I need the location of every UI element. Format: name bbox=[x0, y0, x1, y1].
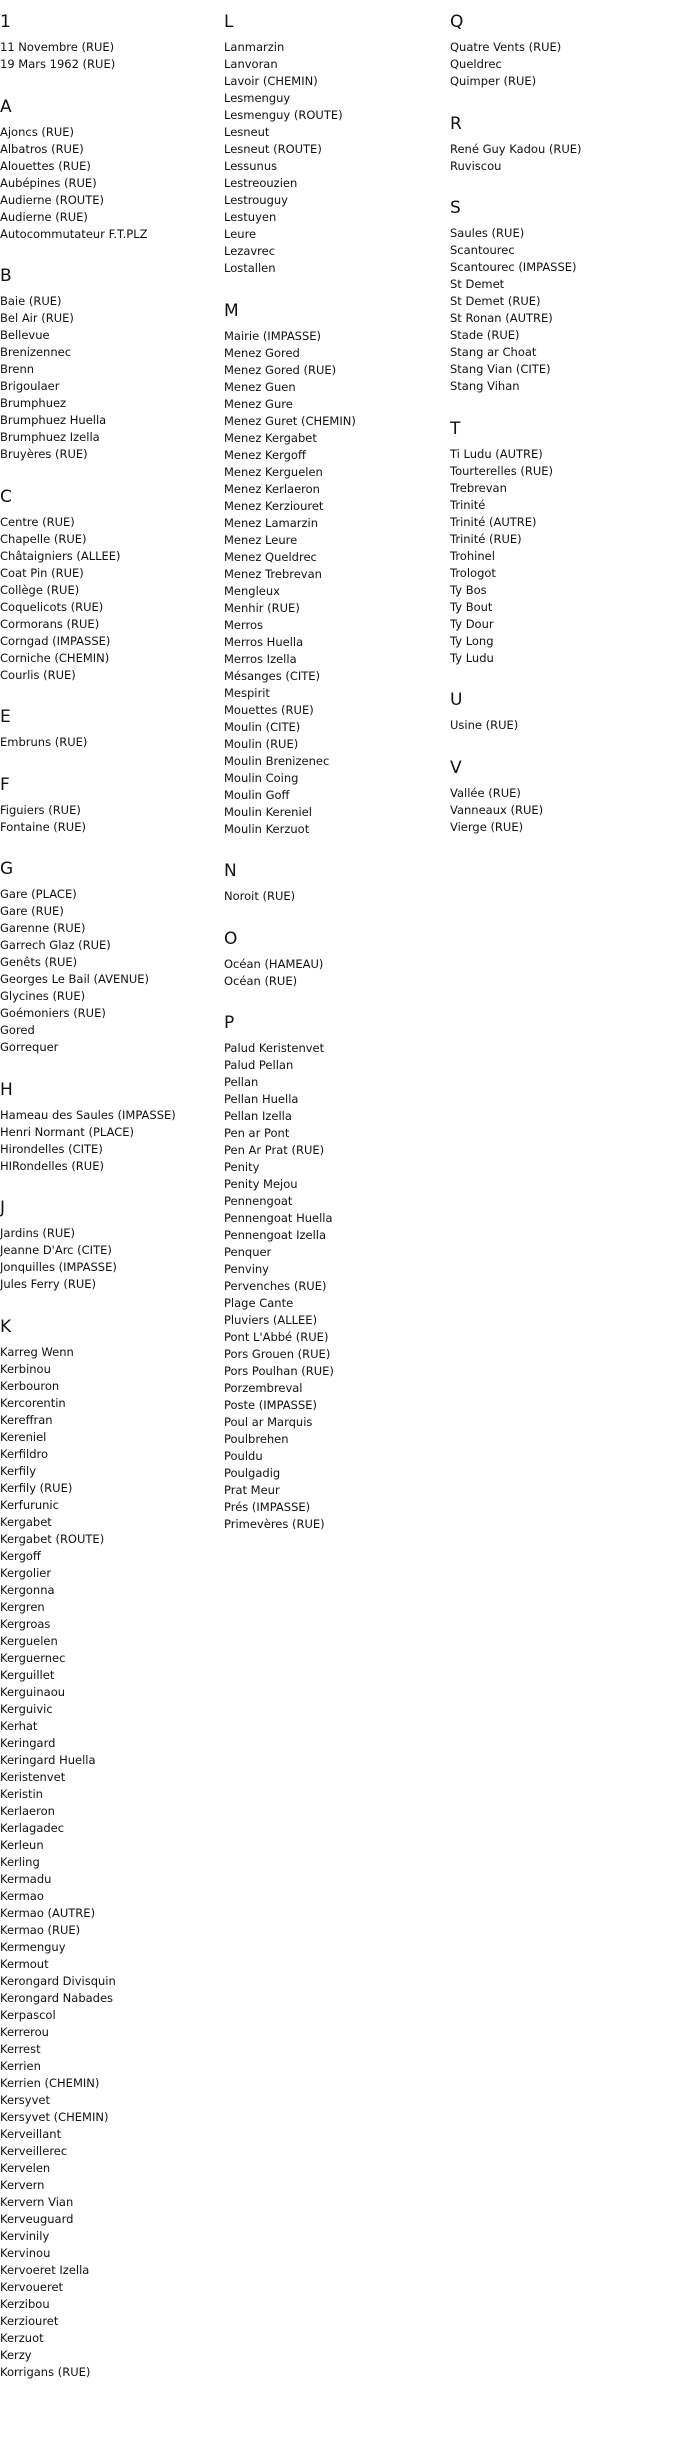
street-name: Cormorans (RUE) bbox=[0, 616, 100, 631]
street-name: Kerbouron bbox=[0, 1378, 60, 1393]
street-name: Trinité bbox=[450, 497, 486, 512]
street-name: Lesneut (ROUTE) bbox=[224, 142, 322, 156]
letter-section bbox=[224, 859, 450, 905]
street-name: Pennengoat Huella bbox=[224, 1211, 333, 1225]
street-name: Poulbrehen bbox=[224, 1432, 289, 1446]
street-name: Menez Lamarzin bbox=[224, 515, 319, 530]
street-name: Hirondelles (CITE) bbox=[0, 1141, 103, 1156]
letter-heading: V bbox=[450, 757, 462, 778]
street-name: Kereniel bbox=[0, 1429, 47, 1444]
street-name: Châtaigniers (ALLEE) bbox=[0, 548, 121, 563]
street-list bbox=[224, 888, 450, 905]
letter-section bbox=[0, 1315, 224, 2381]
street-name: Stang Vihan bbox=[450, 379, 520, 393]
letter-heading: B bbox=[0, 266, 12, 286]
street-name: Kergonna bbox=[0, 1582, 55, 1597]
street-name: Kercorentin bbox=[0, 1395, 66, 1410]
street-name: Coat Pin (RUE) bbox=[0, 565, 84, 580]
letter-heading: S bbox=[450, 198, 461, 218]
street-name: Baie (RUE) bbox=[0, 294, 62, 308]
street-name: Chapelle (RUE) bbox=[0, 531, 87, 546]
street-name: Kermao bbox=[0, 1888, 44, 1903]
street-name: Tourterelles (RUE) bbox=[450, 463, 554, 478]
street-name: Kergoff bbox=[0, 1548, 41, 1563]
street-name: Lestreouzien bbox=[224, 176, 298, 190]
street-name: Kerguillet bbox=[0, 1667, 55, 1682]
street-name: Pennengoat Izella bbox=[224, 1228, 327, 1242]
letter-section bbox=[0, 857, 224, 1056]
street-name: Keringard Huella bbox=[0, 1752, 96, 1767]
street-column-2 bbox=[224, 10, 450, 2402]
street-name: Albatros (RUE) bbox=[0, 141, 84, 156]
street-name: Brumphuez bbox=[0, 396, 67, 410]
street-name: Moulin Coing bbox=[224, 770, 299, 785]
street-name: Karreg Wenn bbox=[0, 1344, 74, 1359]
street-name: Porzembreval bbox=[224, 1381, 303, 1395]
letter-section bbox=[450, 417, 675, 667]
street-name: Kerzy bbox=[0, 2347, 32, 2362]
street-name: Stang Vian (CITE) bbox=[450, 362, 551, 376]
letter-heading: N bbox=[224, 861, 237, 881]
street-name: Kersyvet bbox=[0, 2092, 50, 2107]
street-name: St Demet bbox=[450, 277, 505, 291]
street-name: Pluviers (ALLEE) bbox=[224, 1313, 318, 1327]
street-name: Penquer bbox=[224, 1245, 272, 1259]
street-name: Jardins (RUE) bbox=[0, 1226, 76, 1240]
street-name: Vallée (RUE) bbox=[450, 785, 521, 800]
street-name: Kerguelen bbox=[0, 1633, 58, 1648]
street-name: Garrech Glaz (RUE) bbox=[0, 938, 111, 952]
street-name: Vanneaux (RUE) bbox=[450, 802, 544, 817]
street-name: Prat Meur bbox=[224, 1483, 280, 1497]
street-name: Lezavrec bbox=[224, 244, 276, 258]
street-name: Kervoeret Izella bbox=[0, 2262, 90, 2277]
street-name: Pellan Izella bbox=[224, 1109, 292, 1123]
street-name: Menez Gored bbox=[224, 345, 300, 360]
street-name: Kermenguy bbox=[0, 1939, 66, 1954]
letter-heading: F bbox=[0, 774, 10, 795]
street-name: Moulin (CITE) bbox=[224, 719, 301, 734]
street-name: Mésanges (CITE) bbox=[224, 668, 321, 683]
street-name: Kerzibou bbox=[0, 2296, 50, 2311]
street-name: Kervern bbox=[0, 2177, 45, 2192]
street-name: Gorrequer bbox=[0, 1040, 59, 1054]
street-list bbox=[450, 717, 675, 734]
street-name: Alouettes (RUE) bbox=[0, 158, 91, 173]
street-name: Lesmenguy bbox=[224, 91, 291, 105]
letter-heading: M bbox=[224, 300, 239, 321]
letter-heading: K bbox=[0, 1316, 12, 1337]
street-name: Pennengoat bbox=[224, 1194, 293, 1208]
letter-heading: J bbox=[0, 1198, 6, 1218]
street-name: Kerveuguard bbox=[0, 2211, 74, 2226]
street-list bbox=[0, 39, 224, 73]
street-name: Kervinily bbox=[0, 2228, 50, 2243]
letter-heading: G bbox=[0, 859, 14, 879]
street-name: Kerfildro bbox=[0, 1446, 49, 1461]
letter-heading: A bbox=[0, 96, 12, 117]
street-name: Menez Kergoff bbox=[224, 447, 306, 462]
street-name: Ty Bos bbox=[450, 582, 487, 597]
street-name: Bel Air (RUE) bbox=[0, 311, 74, 325]
letter-section bbox=[0, 1078, 224, 1175]
street-name: Lostallen bbox=[224, 261, 276, 275]
street-name: Stang ar Choat bbox=[450, 345, 537, 359]
street-name: Poste (IMPASSE) bbox=[224, 1398, 318, 1412]
letter-heading: R bbox=[450, 113, 462, 134]
street-name: Kerrien bbox=[0, 2058, 41, 2073]
street-name: Moulin Kereniel bbox=[224, 804, 312, 819]
letter-heading: C bbox=[0, 486, 12, 507]
street-name: Kergolier bbox=[0, 1565, 52, 1580]
street-list bbox=[0, 802, 224, 836]
street-name: Kerveillant bbox=[0, 2126, 62, 2141]
street-name: Kermao (RUE) bbox=[0, 1922, 81, 1937]
street-name: Kervern Vian bbox=[0, 2194, 74, 2209]
street-name: Kerguinaou bbox=[0, 1684, 66, 1699]
street-name: Moulin Brenizenec bbox=[224, 753, 330, 768]
street-name: Brumphuez Huella bbox=[0, 413, 107, 427]
street-name: Brigoulaer bbox=[0, 379, 60, 393]
street-name: Pors Poulhan (RUE) bbox=[224, 1364, 334, 1378]
street-name: Aubépines (RUE) bbox=[0, 175, 97, 190]
street-name: Scantourec (IMPASSE) bbox=[450, 260, 577, 274]
street-name: Genêts (RUE) bbox=[0, 955, 78, 969]
street-column-1 bbox=[0, 10, 224, 2402]
street-name: Moulin (RUE) bbox=[224, 736, 299, 751]
street-name: Ty Bout bbox=[450, 599, 493, 614]
street-name: Kerongard Nabades bbox=[0, 1990, 114, 2005]
letter-section bbox=[0, 773, 224, 836]
street-name: Kerzuot bbox=[0, 2330, 44, 2345]
street-name: Kerrerou bbox=[0, 2024, 49, 2039]
street-list bbox=[0, 1344, 224, 2381]
street-name: Leure bbox=[224, 227, 257, 241]
street-name: Kergren bbox=[0, 1599, 45, 1614]
street-name: HIRondelles (RUE) bbox=[0, 1158, 104, 1173]
street-name: Pellan Huella bbox=[224, 1092, 299, 1106]
letter-section bbox=[0, 95, 224, 243]
street-name: 19 Mars 1962 (RUE) bbox=[0, 57, 116, 71]
street-list bbox=[224, 956, 450, 990]
street-name: Pervenches (RUE) bbox=[224, 1279, 327, 1293]
letter-section bbox=[450, 112, 675, 175]
street-name: Menez Trebrevan bbox=[224, 566, 322, 581]
street-name: Primevères (RUE) bbox=[224, 1517, 325, 1531]
street-name: Poulgadig bbox=[224, 1466, 281, 1480]
street-name: Kervoueret bbox=[0, 2279, 64, 2294]
street-name: Brenizennec bbox=[0, 345, 72, 359]
street-name: Kerguernec bbox=[0, 1650, 66, 1665]
letter-section bbox=[450, 10, 675, 90]
street-name: Menez Kerlaeron bbox=[224, 481, 320, 496]
letter-heading: 1 bbox=[0, 12, 11, 32]
street-name: Pen Ar Prat (RUE) bbox=[224, 1143, 325, 1157]
street-name: Kerrest bbox=[0, 2041, 41, 2056]
letter-section bbox=[0, 264, 224, 463]
street-name: Bellevue bbox=[0, 328, 50, 342]
street-name: Autocommutateur F.T.PLZ bbox=[0, 226, 148, 241]
street-name: Kerfily (RUE) bbox=[0, 1480, 73, 1495]
street-list bbox=[224, 39, 450, 277]
street-name: Menez Queldrec bbox=[224, 549, 317, 564]
street-name: Pellan bbox=[224, 1075, 259, 1089]
letter-section bbox=[450, 688, 675, 734]
street-name: Menez Gure bbox=[224, 396, 293, 411]
letter-section bbox=[224, 10, 450, 277]
street-name: Fontaine (RUE) bbox=[0, 819, 86, 834]
street-name: Prés (IMPASSE) bbox=[224, 1500, 311, 1514]
street-name: Océan (RUE) bbox=[224, 973, 298, 988]
street-name: Gare (PLACE) bbox=[0, 887, 77, 901]
street-name: Kerveillerec bbox=[0, 2143, 68, 2158]
street-name: Figuiers (RUE) bbox=[0, 802, 81, 817]
street-name: Ty Dour bbox=[450, 616, 494, 631]
street-name: Goémoniers (RUE) bbox=[0, 1006, 106, 1020]
street-name: Trologot bbox=[450, 565, 496, 580]
street-name: 11 Novembre (RUE) bbox=[0, 40, 115, 54]
street-name: Lestuyen bbox=[224, 210, 277, 224]
street-name: Keristin bbox=[0, 1786, 43, 1801]
street-name: Gored bbox=[0, 1023, 35, 1037]
street-name: Ruviscou bbox=[450, 158, 502, 173]
street-list bbox=[450, 446, 675, 667]
letter-section bbox=[224, 927, 450, 990]
street-name: Garenne (RUE) bbox=[0, 921, 86, 935]
street-name: Noroit (RUE) bbox=[224, 889, 296, 903]
street-name: Kersyvet (CHEMIN) bbox=[0, 2109, 109, 2124]
street-name: Audierne (ROUTE) bbox=[0, 192, 104, 207]
street-name: Bruyères (RUE) bbox=[0, 447, 88, 461]
letter-section bbox=[450, 196, 675, 395]
street-name: Moulin Goff bbox=[224, 787, 290, 802]
street-name: Menez Guen bbox=[224, 379, 296, 394]
street-name: St Demet (RUE) bbox=[450, 294, 541, 308]
street-name: Kermao (AUTRE) bbox=[0, 1905, 96, 1920]
street-name: Saules (RUE) bbox=[450, 226, 525, 240]
street-name: Jules Ferry (RUE) bbox=[0, 1277, 97, 1291]
street-name: Kerongard Divisquin bbox=[0, 1973, 116, 1988]
letter-section bbox=[224, 299, 450, 838]
street-name: Moulin Kerzuot bbox=[224, 821, 310, 836]
street-name: Trinité (RUE) bbox=[450, 531, 522, 546]
street-name: Stade (RUE) bbox=[450, 328, 520, 342]
street-name: Kerhat bbox=[0, 1718, 38, 1733]
street-name: Lavoir (CHEMIN) bbox=[224, 74, 318, 88]
street-name: Menhir (RUE) bbox=[224, 600, 300, 615]
street-list bbox=[0, 886, 224, 1056]
street-name: Pont L'Abbé (RUE) bbox=[224, 1330, 329, 1344]
letter-section bbox=[0, 705, 224, 751]
street-name: Lanmarzin bbox=[224, 40, 285, 54]
letter-section bbox=[0, 485, 224, 684]
street-name: Menez Leure bbox=[224, 532, 298, 547]
street-column-3 bbox=[450, 10, 675, 2402]
street-name: Kerpascol bbox=[0, 2007, 56, 2022]
street-name: Kervelen bbox=[0, 2160, 51, 2175]
street-name: Poul ar Marquis bbox=[224, 1415, 313, 1429]
street-name: Lesneut bbox=[224, 125, 270, 139]
street-name: Lestrouguy bbox=[224, 193, 288, 207]
street-name: Mengleux bbox=[224, 583, 280, 598]
street-name: Penviny bbox=[224, 1262, 269, 1276]
street-name: Kerbinou bbox=[0, 1361, 51, 1376]
street-name: Kerfurunic bbox=[0, 1497, 59, 1512]
street-name: Pors Grouen (RUE) bbox=[224, 1347, 331, 1361]
street-name: Courlis (RUE) bbox=[0, 667, 76, 682]
letter-heading: H bbox=[0, 1079, 13, 1100]
street-name: Kerrien (CHEMIN) bbox=[0, 2075, 100, 2090]
street-list bbox=[0, 1225, 224, 1293]
street-list bbox=[0, 734, 224, 751]
street-name: Glycines (RUE) bbox=[0, 989, 86, 1003]
street-name: Merros Huella bbox=[224, 634, 304, 649]
street-name: Menez Kerziouret bbox=[224, 498, 324, 513]
street-name: Jeanne D'Arc (CITE) bbox=[0, 1243, 112, 1257]
street-name: Menez Kergabet bbox=[224, 430, 317, 445]
letter-section bbox=[0, 10, 224, 73]
street-name: Océan (HAMEAU) bbox=[224, 956, 324, 971]
letter-section bbox=[450, 756, 675, 836]
street-name: Hameau des Saules (IMPASSE) bbox=[0, 1107, 176, 1122]
street-list bbox=[450, 39, 675, 90]
street-name: Mespirit bbox=[224, 685, 270, 700]
street-name: Kerleun bbox=[0, 1837, 44, 1852]
street-name: Keringard bbox=[0, 1735, 56, 1750]
street-name: Kermadu bbox=[0, 1871, 52, 1886]
street-list bbox=[0, 1107, 224, 1175]
street-name: Collège (RUE) bbox=[0, 582, 80, 597]
letter-heading: T bbox=[450, 418, 461, 439]
street-list bbox=[0, 514, 224, 684]
street-name: Gare (RUE) bbox=[0, 904, 64, 918]
letter-section bbox=[224, 1011, 450, 1533]
street-name: Merros Izella bbox=[224, 651, 297, 666]
street-name: Palud Keristenvet bbox=[224, 1041, 325, 1055]
street-name: Audierne (RUE) bbox=[0, 209, 88, 224]
street-name: Kervinou bbox=[0, 2245, 51, 2260]
street-name: Lessunus bbox=[224, 159, 278, 173]
street-name: Vierge (RUE) bbox=[450, 819, 524, 834]
street-list bbox=[450, 785, 675, 836]
street-name: Kerlagadec bbox=[0, 1820, 65, 1835]
street-name: Mairie (IMPASSE) bbox=[224, 328, 322, 343]
street-name: Kergroas bbox=[0, 1616, 51, 1631]
street-list bbox=[450, 141, 675, 175]
letter-heading: P bbox=[224, 1013, 235, 1033]
street-name: Kerziouret bbox=[0, 2313, 59, 2328]
street-list bbox=[224, 328, 450, 838]
street-list bbox=[224, 1040, 450, 1533]
street-name: Lanvoran bbox=[224, 57, 278, 71]
street-name: Kermout bbox=[0, 1956, 49, 1971]
street-name: Kergabet (ROUTE) bbox=[0, 1531, 105, 1546]
street-name: Pouldu bbox=[224, 1449, 263, 1463]
street-name: Mouettes (RUE) bbox=[224, 702, 314, 717]
street-name: Merros bbox=[224, 617, 264, 632]
street-list bbox=[0, 293, 224, 463]
street-name: St Ronan (AUTRE) bbox=[450, 311, 553, 325]
street-list bbox=[450, 225, 675, 395]
street-name: Usine (RUE) bbox=[450, 718, 519, 732]
street-name: Ajoncs (RUE) bbox=[0, 124, 75, 139]
street-name: Centre (RUE) bbox=[0, 514, 75, 529]
street-name: Brumphuez Izella bbox=[0, 430, 100, 444]
street-name: Coquelicots (RUE) bbox=[0, 599, 104, 614]
street-name: Trinité (AUTRE) bbox=[450, 514, 537, 529]
letter-heading: O bbox=[224, 928, 238, 949]
street-name: Corngad (IMPASSE) bbox=[0, 633, 111, 648]
street-name: Embruns (RUE) bbox=[0, 735, 88, 749]
street-name: Ti Ludu (AUTRE) bbox=[450, 446, 543, 461]
street-name: Plage Cante bbox=[224, 1296, 294, 1310]
street-name: Menez Kerguelen bbox=[224, 464, 323, 479]
street-name: Kerlaeron bbox=[0, 1803, 55, 1818]
street-name: Menez Gored (RUE) bbox=[224, 362, 337, 377]
street-name: Korrigans (RUE) bbox=[0, 2364, 91, 2379]
street-name: Corniche (CHEMIN) bbox=[0, 650, 110, 665]
street-name: Brenn bbox=[0, 362, 35, 376]
street-name: Jonquilles (IMPASSE) bbox=[0, 1260, 117, 1274]
street-name: Georges Le Bail (AVENUE) bbox=[0, 972, 150, 986]
letter-heading: U bbox=[450, 690, 463, 710]
street-name: Quimper (RUE) bbox=[450, 74, 537, 88]
street-name: Ty Long bbox=[450, 633, 494, 648]
street-name: Queldrec bbox=[450, 57, 502, 71]
street-name: Pen ar Pont bbox=[224, 1126, 290, 1140]
street-name: Kereffran bbox=[0, 1412, 53, 1427]
street-name: Keristenvet bbox=[0, 1769, 66, 1784]
street-name: Trohinel bbox=[450, 548, 495, 563]
street-name: Trebrevan bbox=[450, 480, 507, 495]
street-name: Penity Mejou bbox=[224, 1177, 298, 1191]
street-name: Kerfily bbox=[0, 1463, 37, 1478]
street-name: Scantourec bbox=[450, 243, 515, 257]
street-name: Kerguivic bbox=[0, 1701, 53, 1716]
street-name: Henri Normant (PLACE) bbox=[0, 1124, 134, 1139]
street-name: Penity bbox=[224, 1160, 260, 1174]
letter-heading: L bbox=[224, 12, 234, 32]
street-name: Palud Pellan bbox=[224, 1058, 294, 1072]
street-name: Lesmenguy (ROUTE) bbox=[224, 108, 343, 122]
letter-section bbox=[0, 1196, 224, 1293]
street-name: Kerling bbox=[0, 1854, 40, 1869]
street-name: Quatre Vents (RUE) bbox=[450, 40, 562, 54]
street-name: René Guy Kadou (RUE) bbox=[450, 141, 582, 156]
street-name: Menez Guret (CHEMIN) bbox=[224, 413, 356, 428]
letter-heading: Q bbox=[450, 12, 464, 32]
street-list bbox=[0, 124, 224, 243]
letter-heading: E bbox=[0, 707, 11, 727]
street-name: Kergabet bbox=[0, 1514, 52, 1529]
street-name: Ty Ludu bbox=[450, 650, 494, 665]
